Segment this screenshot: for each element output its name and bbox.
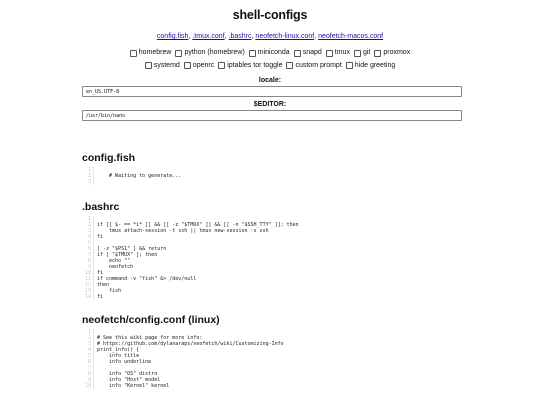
checkbox-box[interactable] bbox=[354, 50, 361, 57]
checkbox-box[interactable] bbox=[218, 62, 225, 69]
line-number: 2 bbox=[82, 222, 94, 228]
section-bashrc bbox=[82, 200, 462, 300]
line-number: 1 bbox=[82, 216, 94, 222]
editor-label: $EDITOR: bbox=[253, 101, 287, 108]
code-text: fi bbox=[97, 270, 104, 276]
code-text: # See this wiki page for more info: bbox=[97, 335, 203, 341]
code-text: if command -v "fish" &> /dev/null bbox=[97, 276, 197, 282]
code-text: info title bbox=[97, 353, 140, 359]
line-number: 3 bbox=[82, 341, 94, 347]
line-number: 1 bbox=[82, 167, 94, 173]
option-label: snapd bbox=[302, 49, 322, 56]
code-text: info "Kernel" kernel bbox=[97, 383, 170, 389]
line-number: 3 bbox=[82, 179, 94, 185]
option-label: openrc bbox=[192, 61, 215, 69]
section-title: neofetch/config.conf (linux) bbox=[82, 314, 220, 326]
line-number: 4 bbox=[82, 347, 94, 353]
line-number: 12 bbox=[82, 282, 94, 288]
line-number: 8 bbox=[82, 371, 94, 377]
code-text: info underline bbox=[97, 359, 152, 365]
section-neofetch-linux bbox=[82, 313, 462, 389]
code-text: print_info() { bbox=[97, 347, 140, 353]
checkbox-box[interactable] bbox=[374, 50, 381, 57]
code-text: neofetch bbox=[97, 264, 134, 270]
checkbox-box[interactable] bbox=[249, 50, 256, 57]
nav-separator: , bbox=[314, 33, 317, 40]
code-line bbox=[82, 383, 462, 389]
code-text: # https://github.com/dylanaraps/neofetch/wiki/Customizing-Info bbox=[97, 341, 284, 347]
code-text: echo "" bbox=[97, 258, 131, 264]
line-number: 10 bbox=[82, 270, 94, 276]
checkbox-box[interactable] bbox=[175, 50, 182, 57]
code-block bbox=[82, 167, 462, 185]
option-checkbox[interactable] bbox=[184, 61, 214, 71]
option-checkbox[interactable] bbox=[286, 61, 341, 71]
option-checkbox[interactable] bbox=[354, 48, 370, 58]
checkbox-box[interactable] bbox=[145, 62, 152, 69]
nav-link-0[interactable]: config.fish bbox=[156, 33, 189, 40]
option-checkbox[interactable] bbox=[218, 61, 282, 71]
checkbox-box[interactable] bbox=[294, 50, 301, 57]
locale-input[interactable] bbox=[82, 86, 462, 97]
checkbox-box[interactable] bbox=[130, 50, 137, 57]
option-label: iptables tor toggle bbox=[227, 61, 283, 69]
line-number: 14 bbox=[82, 294, 94, 300]
code-text: info "Host" model bbox=[97, 377, 161, 383]
option-label: miniconda bbox=[257, 49, 290, 56]
code-line bbox=[82, 179, 462, 185]
nav-link-3[interactable]: neofetch-linux.conf bbox=[255, 33, 315, 40]
option-checkbox[interactable] bbox=[326, 48, 350, 58]
code-block bbox=[82, 329, 462, 389]
option-checkbox[interactable] bbox=[294, 48, 322, 58]
option-label: systemd bbox=[153, 61, 180, 69]
line-number: 6 bbox=[82, 359, 94, 365]
locale-label: locale: bbox=[258, 77, 282, 84]
options-row-1 bbox=[0, 48, 540, 61]
nav-separator: , bbox=[251, 33, 254, 40]
code-text: # Waiting to generate... bbox=[97, 173, 182, 179]
line-number: 7 bbox=[82, 365, 94, 371]
code-text: [ -z "$PS1" ] && return bbox=[97, 246, 167, 252]
option-label: custom prompt bbox=[295, 61, 342, 69]
file-nav bbox=[0, 33, 540, 43]
line-number: 5 bbox=[82, 353, 94, 359]
option-label: python (homebrew) bbox=[184, 49, 245, 56]
line-number: 8 bbox=[82, 258, 94, 264]
nav-link-2[interactable]: .bashrc bbox=[228, 33, 252, 40]
option-label: git bbox=[362, 49, 371, 56]
line-number: 9 bbox=[82, 264, 94, 270]
checkbox-box[interactable] bbox=[326, 50, 333, 57]
line-number: 9 bbox=[82, 377, 94, 383]
code-text: fish bbox=[97, 288, 122, 294]
line-number: 5 bbox=[82, 240, 94, 246]
code-text: if [[ $- == *i* ]] && [[ -z "$TMUX" ]] && [[ -n "$SSH_TTY" ]]; then bbox=[97, 222, 299, 228]
option-label: tmux bbox=[334, 49, 350, 56]
nav-separator: , bbox=[224, 33, 227, 40]
checkbox-box[interactable] bbox=[346, 62, 353, 69]
option-label: proxmox bbox=[383, 49, 411, 56]
option-checkbox[interactable] bbox=[145, 61, 180, 71]
checkbox-box[interactable] bbox=[286, 62, 293, 69]
option-checkbox[interactable] bbox=[130, 48, 172, 58]
line-number: 3 bbox=[82, 228, 94, 234]
option-checkbox[interactable] bbox=[175, 48, 244, 58]
option-label: homebrew bbox=[138, 49, 172, 56]
line-number: 2 bbox=[82, 335, 94, 341]
site-title: shell-configs bbox=[232, 8, 308, 22]
option-label: hide greeting bbox=[354, 61, 396, 69]
code-text: then bbox=[97, 282, 110, 288]
nav-separator: , bbox=[188, 33, 191, 40]
code-block bbox=[82, 216, 462, 300]
line-number: 10 bbox=[82, 383, 94, 389]
editor-input[interactable] bbox=[82, 110, 462, 121]
code-text: info "OS" distro bbox=[97, 371, 158, 377]
option-checkbox[interactable] bbox=[249, 48, 290, 58]
line-number: 7 bbox=[82, 252, 94, 258]
option-checkbox[interactable] bbox=[346, 61, 395, 71]
line-number: 11 bbox=[82, 276, 94, 282]
code-line bbox=[82, 294, 462, 300]
code-text: tmux attach-session -t ssh || tmux new-session -s ssh bbox=[97, 228, 269, 234]
code-text: fi bbox=[97, 234, 104, 240]
option-checkbox[interactable] bbox=[374, 48, 410, 58]
options-row-2 bbox=[0, 61, 540, 74]
line-number: 4 bbox=[82, 234, 94, 240]
line-number: 2 bbox=[82, 173, 94, 179]
line-number: 1 bbox=[82, 329, 94, 335]
nav-link-1[interactable]: .tmux.conf bbox=[192, 33, 225, 40]
options-panel bbox=[0, 48, 540, 73]
code-text: if [ "$TMUX" ]; then bbox=[97, 252, 158, 258]
line-number: 6 bbox=[82, 246, 94, 252]
code-text bbox=[94, 179, 97, 185]
checkbox-box[interactable] bbox=[184, 62, 191, 69]
section-title: .bashrc bbox=[82, 201, 120, 213]
nav-link-4[interactable]: neofetch-macos.conf bbox=[318, 33, 384, 40]
section-config-fish bbox=[82, 151, 462, 185]
section-title: config.fish bbox=[82, 152, 136, 164]
line-number: 13 bbox=[82, 288, 94, 294]
code-text: fi bbox=[97, 294, 104, 300]
